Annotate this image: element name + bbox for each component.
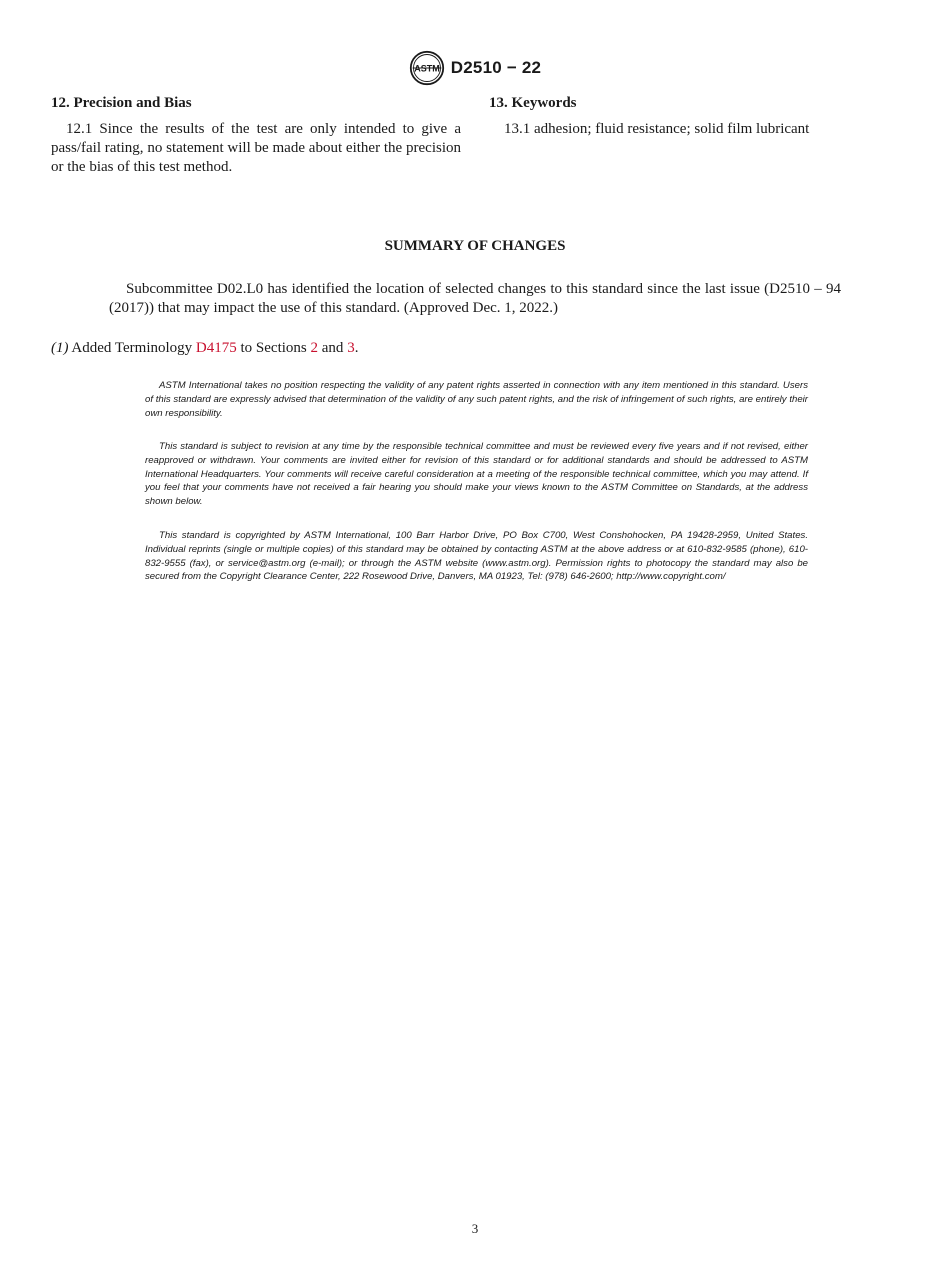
revision-notice: This standard is subject to revision at any time by the responsible technical committee and must be reviewed every five years and if not revised, either reapproved or withdrawn. Your comments are invited either for revision of this standard or for additional standards and should be addressed to ASTM International Headquarters. Your comments will receive careful consideration at a meeting of the responsible technical committee, which you may attend. If you feel that your comments have not received a fair hearing you should make your views known to the ASTM Committee on Standards, at the address shown below. xyxy=(145,441,808,508)
copyright-notice: This standard is copyrighted by ASTM International, 100 Barr Harbor Drive, PO Box C700, West Conshohocken, PA 19428-2959, United States. Individual reprints (single or multiple copies) of this standard may be obtained by contacting ASTM at the above address or at 610-832-9585 (phone), 610-832-9555 (fax), or service@astm.org (e-mail); or through the ASTM website (www.astm.org). Permission rights to photocopy the standard may also be secured from the Copyright Clearance Center, 222 Rosewood Drive, Danvers, MA 01923, Tel: (978) 646-2600; http://www.copyright.com/ xyxy=(145,530,808,583)
summary-paragraph: Subcommittee D02.L0 has identified the location of selected changes to this standard since the last issue (D2510 – 94 (2017)) that may impact the use of this standard. (Approved Dec. 1, 2022.) xyxy=(109,281,841,316)
link-section-3[interactable]: 3 xyxy=(347,340,355,356)
item-number: (1) xyxy=(51,340,69,356)
section-12 xyxy=(51,94,461,177)
item-text: Added Terminology xyxy=(68,340,196,356)
standard-designation: D2510 − 22 xyxy=(450,58,542,77)
summary-title: SUMMARY OF CHANGES xyxy=(384,238,566,254)
logo-text: ASTM xyxy=(414,63,440,74)
section-paragraph: 12.1 Since the results of the test are only intended to give a pass/fail rating, no statement will be made about either the precision or the bias of this test method. xyxy=(51,121,461,175)
change-list-item xyxy=(51,339,358,358)
link-section-2[interactable]: 2 xyxy=(310,340,319,356)
patent-notice: ASTM International takes no position respecting the validity of any patent rights asserted in connection with any item mentioned in this standard. Users of this standard are expressly advised that determination of the validity of any such patent rights, and the risk of infringement of such rights, are entirely their own responsibility. xyxy=(145,380,808,419)
astm-logo-icon xyxy=(409,50,445,86)
section-paragraph: 13.1 adhesion; fluid resistance; solid film lubricant xyxy=(504,121,810,137)
section-13 xyxy=(489,94,849,139)
item-text: and xyxy=(318,340,348,356)
section-heading: 12. Precision and Bias xyxy=(51,95,192,111)
page-number: 3 xyxy=(471,1221,479,1236)
item-text: . xyxy=(354,340,359,356)
item-text: to Sections xyxy=(236,340,311,356)
section-heading: 13. Keywords xyxy=(489,95,577,111)
page-header xyxy=(0,50,950,86)
link-d4175[interactable]: D4175 xyxy=(195,340,237,356)
